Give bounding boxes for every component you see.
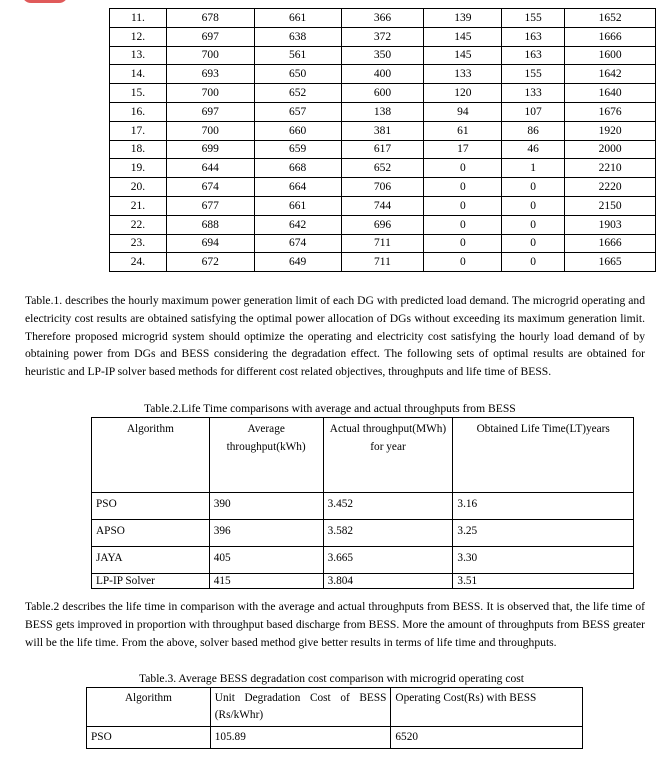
table-cell: 650 <box>254 65 341 84</box>
table-cell: 700 <box>166 84 254 103</box>
table-cell: 1666 <box>565 234 656 253</box>
table-cell: 688 <box>166 215 254 234</box>
table-cell: APSO <box>92 520 210 547</box>
table-cell: 86 <box>502 121 565 140</box>
table-cell: 693 <box>166 65 254 84</box>
table-cell: 1600 <box>565 46 656 65</box>
table-cell: 668 <box>254 159 341 178</box>
table-cell: 3.582 <box>323 520 453 547</box>
table-cell: 1640 <box>565 84 656 103</box>
table-cell: 0 <box>502 196 565 215</box>
table-cell: 0 <box>424 253 502 272</box>
table-row <box>110 178 656 197</box>
table-row <box>110 102 656 121</box>
table2-header-average-throughput: Average throughput(kWh) <box>209 418 323 493</box>
table-row <box>92 547 634 574</box>
table-cell: 678 <box>166 9 254 28</box>
table2-header-actual-throughput: Actual throughput(MWh) for year <box>323 418 453 493</box>
table-cell: 699 <box>166 140 254 159</box>
table-cell: 105.89 <box>210 727 391 749</box>
table-cell: 138 <box>341 102 424 121</box>
table-cell: 0 <box>424 159 502 178</box>
table-cell: 644 <box>166 159 254 178</box>
table-cell: 350 <box>341 46 424 65</box>
table-row <box>92 493 634 520</box>
table-cell: 13. <box>110 46 167 65</box>
table1-body <box>110 9 656 272</box>
table-cell: 366 <box>341 9 424 28</box>
table-cell: 396 <box>209 520 323 547</box>
table-cell: 677 <box>166 196 254 215</box>
table-cell: 155 <box>502 9 565 28</box>
table-row <box>110 84 656 103</box>
paragraph-table2-description: Table.2 describes the life time in comparison with the average and actual throughputs from BESS. It is observed that, the life time of BESS gets improved in proportion with throughput based discharge from BESS. More the amount of throughputs from BESS greater will be the life time. From the above, solver based method give better results in terms of life time and throughputs. <box>25 600 645 649</box>
table-row <box>110 140 656 159</box>
table-row <box>110 27 656 46</box>
table-row <box>110 9 656 28</box>
table-cell: 652 <box>254 84 341 103</box>
table-row <box>110 253 656 272</box>
table-cell: 1652 <box>565 9 656 28</box>
table-cell: 657 <box>254 102 341 121</box>
table-row <box>110 121 656 140</box>
table-cell: 16. <box>110 102 167 121</box>
table-cell: 17 <box>424 140 502 159</box>
table3-header-degradation-cost-unit: (Rs/kWhr) <box>214 709 264 721</box>
table3-header-operating-cost: Operating Cost(Rs) with BESS <box>391 688 583 727</box>
table-cell: 652 <box>341 159 424 178</box>
table3-header-algorithm: Algorithm <box>87 688 211 727</box>
table-cell: 0 <box>424 196 502 215</box>
table2-caption: Table.2.Life Time comparisons with average and actual throughputs from BESS <box>144 402 516 415</box>
table-cell: 0 <box>502 215 565 234</box>
table-cell: 46 <box>502 140 565 159</box>
table-cell: 697 <box>166 27 254 46</box>
table-cell: 3.25 <box>453 520 634 547</box>
table-cell: 664 <box>254 178 341 197</box>
table-cell: 649 <box>254 253 341 272</box>
load-generation-table <box>109 8 656 272</box>
table-cell: 405 <box>209 547 323 574</box>
table-cell: 561 <box>254 46 341 65</box>
table-cell: 12. <box>110 27 167 46</box>
table-cell: 1920 <box>565 121 656 140</box>
table-cell: 23. <box>110 234 167 253</box>
table2-header-life-time: Obtained Life Time(LT)years <box>453 418 634 493</box>
table-cell: 120 <box>424 84 502 103</box>
table-row <box>92 520 634 547</box>
table-cell: 155 <box>502 65 565 84</box>
table-cell: 415 <box>209 574 323 589</box>
table-cell: 3.16 <box>453 493 634 520</box>
table-cell: 672 <box>166 253 254 272</box>
table-cell: LP-IP Solver <box>92 574 210 589</box>
table-cell: 660 <box>254 121 341 140</box>
table-cell: 133 <box>424 65 502 84</box>
table2-header-algorithm: Algorithm <box>92 418 210 493</box>
table-cell: PSO <box>87 727 211 749</box>
table-cell: 3.665 <box>323 547 453 574</box>
table-row <box>110 196 656 215</box>
table-cell: 674 <box>254 234 341 253</box>
table-cell: 661 <box>254 9 341 28</box>
table-row <box>110 46 656 65</box>
table-cell: 145 <box>424 46 502 65</box>
table-cell: 372 <box>341 27 424 46</box>
red-edge-mark <box>22 0 68 3</box>
table3-header-degradation-cost-line1: Unit Degradation Cost of BESS <box>214 692 387 704</box>
table-cell: 163 <box>502 27 565 46</box>
table-cell: 14. <box>110 65 167 84</box>
table-cell: 61 <box>424 121 502 140</box>
table-cell: 19. <box>110 159 167 178</box>
table-cell: 3.452 <box>323 493 453 520</box>
table-cell: 15. <box>110 84 167 103</box>
table-cell: 642 <box>254 215 341 234</box>
table-cell: 694 <box>166 234 254 253</box>
table-row <box>110 159 656 178</box>
table-cell: 145 <box>424 27 502 46</box>
table-cell: 1666 <box>565 27 656 46</box>
table-cell: 20. <box>110 178 167 197</box>
table-cell: 700 <box>166 121 254 140</box>
lifetime-comparison-table <box>91 417 634 589</box>
table-row <box>87 727 583 749</box>
table-cell: 2150 <box>565 196 656 215</box>
table-cell: 22. <box>110 215 167 234</box>
table-cell: 107 <box>502 102 565 121</box>
table-row <box>110 234 656 253</box>
table-cell: 0 <box>424 234 502 253</box>
table-cell: 744 <box>341 196 424 215</box>
table-cell: 0 <box>502 234 565 253</box>
table-cell: 2220 <box>565 178 656 197</box>
table-cell: 3.51 <box>453 574 634 589</box>
table-cell: 24. <box>110 253 167 272</box>
table-cell: 617 <box>341 140 424 159</box>
table-cell: 711 <box>341 253 424 272</box>
table-cell: 0 <box>502 253 565 272</box>
table3-header-degradation-cost <box>210 688 391 727</box>
table-cell: 2000 <box>565 140 656 159</box>
table-cell: 400 <box>341 65 424 84</box>
table-cell: 18. <box>110 140 167 159</box>
table-cell: 1676 <box>565 102 656 121</box>
table-cell: 600 <box>341 84 424 103</box>
table-cell: 638 <box>254 27 341 46</box>
table-cell: 3.30 <box>453 547 634 574</box>
table-cell: 6520 <box>391 727 583 749</box>
paragraph-table1-description: Table.1. describes the hourly maximum power generation limit of each DG with predicted load demand. The microgrid operating and electricity cost results are obtained satisfying the optimal power allocation of DGs without exceeding its maximum generation limit. Therefore proposed microgrid system should optimize the operating and electricity cost satisfying the hourly load demand of by obtaining power from DGs and BESS considering the degradation effect. The following sets of optimal results are obtained for heuristic and LP-IP solver based methods for different cost related objectives, throughputs and life time of BESS. <box>25 294 645 379</box>
table-cell: 17. <box>110 121 167 140</box>
table-cell: 659 <box>254 140 341 159</box>
table-cell: 0 <box>424 178 502 197</box>
table-cell: 94 <box>424 102 502 121</box>
table-row <box>92 574 634 589</box>
table-row <box>110 65 656 84</box>
table-cell: 163 <box>502 46 565 65</box>
table-cell: 697 <box>166 102 254 121</box>
table-cell: 11. <box>110 9 167 28</box>
table-cell: 661 <box>254 196 341 215</box>
table-cell: 674 <box>166 178 254 197</box>
table-cell: PSO <box>92 493 210 520</box>
table-row <box>110 215 656 234</box>
table-cell: JAYA <box>92 547 210 574</box>
table-cell: 1642 <box>565 65 656 84</box>
table-cell: 139 <box>424 9 502 28</box>
table-cell: 706 <box>341 178 424 197</box>
table3-caption: Table.3. Average BESS degradation cost comparison with microgrid operating cost <box>139 672 525 685</box>
table-cell: 21. <box>110 196 167 215</box>
degradation-cost-table <box>86 687 583 749</box>
table-cell: 2210 <box>565 159 656 178</box>
table-cell: 696 <box>341 215 424 234</box>
table-cell: 390 <box>209 493 323 520</box>
table-cell: 711 <box>341 234 424 253</box>
table-cell: 1903 <box>565 215 656 234</box>
table-cell: 133 <box>502 84 565 103</box>
table2-header-row <box>92 418 634 493</box>
table-cell: 0 <box>502 178 565 197</box>
table3-header-row <box>87 688 583 727</box>
table-cell: 0 <box>424 215 502 234</box>
table-cell: 1 <box>502 159 565 178</box>
table-cell: 1665 <box>565 253 656 272</box>
table-cell: 700 <box>166 46 254 65</box>
table-cell: 3.804 <box>323 574 453 589</box>
table-cell: 381 <box>341 121 424 140</box>
